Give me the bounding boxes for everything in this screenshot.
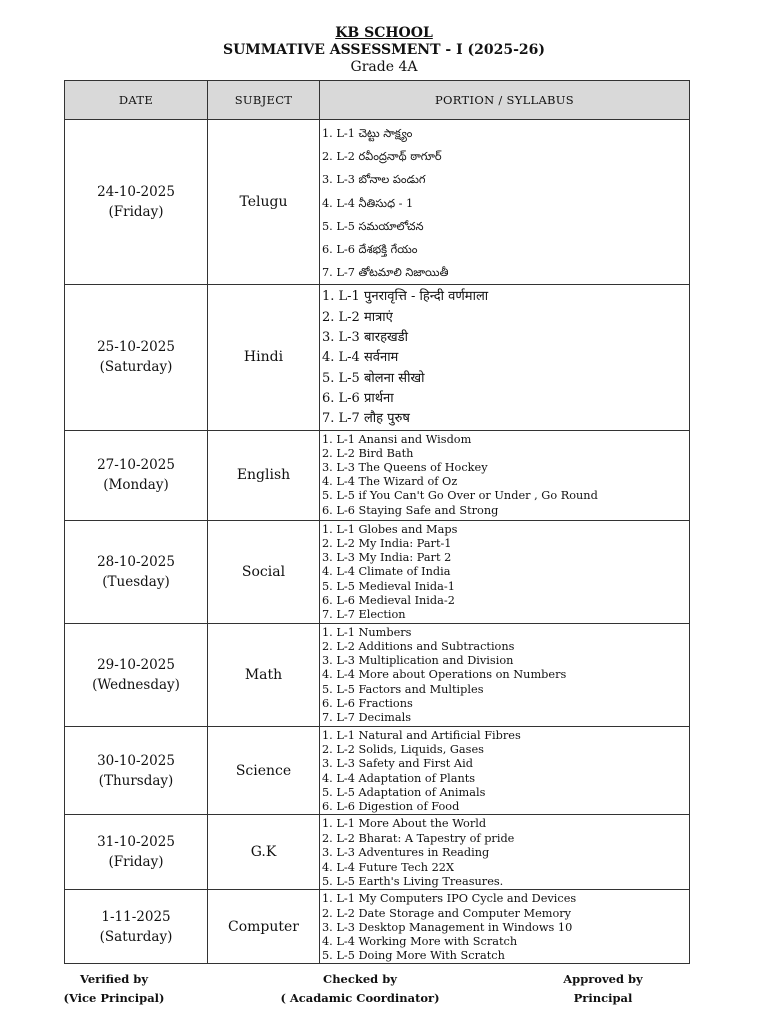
syllabus-item: 2. L-2 Bharat: A Tapestry of pride <box>322 831 515 845</box>
exam-timetable <box>64 80 690 964</box>
table-row <box>65 285 690 430</box>
table-row <box>65 890 690 964</box>
syllabus-item: 3. L-3 Desktop Management in Windows 10 <box>322 920 573 934</box>
table-row <box>65 520 690 623</box>
syllabus-item: 1. L-1 Globes and Maps <box>322 522 458 536</box>
syllabus-item: 3. L-3 బోనాల పండుగ <box>322 173 426 187</box>
syllabus-item: 6. L-6 Staying Safe and Strong <box>322 503 499 517</box>
checked-by-role: ( Acadamic Coordinator) <box>280 991 440 1005</box>
table-row <box>65 726 690 815</box>
syllabus-item: 2. L-2 My India: Part-1 <box>322 536 452 550</box>
exam-day: (Saturday) <box>99 928 173 945</box>
syllabus-item: 3. L-3 Adventures in Reading <box>322 846 490 860</box>
syllabus-item: 2. L-2 Additions and Subtractions <box>322 639 515 653</box>
subject-cell: Telugu <box>208 120 320 285</box>
exam-date-cell <box>65 726 208 815</box>
syllabus-item: 3. L-3 Safety and First Aid <box>322 757 473 771</box>
exam-day: (Tuesday) <box>102 573 170 590</box>
syllabus-item: 5. L-5 Adaptation of Animals <box>322 785 486 799</box>
exam-date: 29-10-2025 <box>97 656 175 673</box>
approved-by-role: Principal <box>573 991 633 1005</box>
syllabus-item: 4. L-4 सर्वनाम <box>322 350 399 366</box>
syllabus-item: 2. L-2 Bird Bath <box>322 446 414 460</box>
table-row <box>65 623 690 726</box>
syllabus-item: 5. L-5 बोलना सीखो <box>322 370 425 386</box>
exam-day: (Wednesday) <box>92 676 180 693</box>
syllabus-item: 4. L-4 Adaptation of Plants <box>322 771 476 785</box>
exam-title: SUMMATIVE ASSESSMENT - I (2025-26) <box>222 42 545 58</box>
syllabus-item: 3. L-3 Multiplication and Division <box>322 654 514 668</box>
header-portion: PORTION / SYLLABUS <box>320 81 690 120</box>
exam-date: 27-10-2025 <box>97 457 175 473</box>
verified-by-block <box>62 970 166 1008</box>
syllabus-cell <box>320 285 690 430</box>
exam-day: (Friday) <box>108 204 164 221</box>
syllabus-item: 7. L-7 Election <box>322 608 406 622</box>
exam-date-cell <box>65 430 208 520</box>
subject-cell: G.K <box>208 815 320 890</box>
school-name: KB SCHOOL <box>335 25 433 41</box>
checked-by-block <box>265 970 455 1008</box>
exam-date-cell <box>65 623 208 726</box>
syllabus-cell <box>320 430 690 520</box>
syllabus-item: 6. L-6 Medieval Inida-2 <box>322 593 455 607</box>
syllabus-item: 4. L-4 Climate of India <box>322 565 451 579</box>
syllabus-item: 2. L-2 Solids, Liquids, Gases <box>322 742 484 756</box>
syllabus-item: 4. L-4 More about Operations on Numbers <box>322 668 567 682</box>
syllabus-item: 1. L-1 Anansi and Wisdom <box>322 432 472 446</box>
syllabus-item: 2. L-2 రవీంద్రనాథ్ ఠాగూర్ <box>322 150 442 164</box>
syllabus-item: 7. L-7 తోటమాలి నిజాయితీ <box>322 266 449 280</box>
syllabus-cell <box>320 120 690 285</box>
exam-date: 25-10-2025 <box>97 339 175 356</box>
exam-date: 28-10-2025 <box>97 553 175 570</box>
exam-date: 30-10-2025 <box>97 752 175 769</box>
subject-cell: Math <box>208 623 320 726</box>
document-header <box>0 24 768 76</box>
syllabus-item: 4. L-4 నీతిసుధ - 1 <box>322 196 414 210</box>
header-date: DATE <box>65 81 208 120</box>
syllabus-item: 1. L-1 Numbers <box>322 625 412 639</box>
table-header-row <box>65 81 690 120</box>
syllabus-item: 5. L-5 Medieval Inida-1 <box>322 579 455 593</box>
syllabus-item: 1. L-1 My Computers IPO Cycle and Devices <box>322 892 577 906</box>
syllabus-item: 1. L-1 చెట్టు సాక్ష్యం <box>322 127 413 140</box>
syllabus-item: 5. L-5 if You Can't Go Over or Under , Go Round <box>322 489 598 503</box>
syllabus-cell <box>320 726 690 815</box>
approved-by-label: Approved by <box>563 972 643 986</box>
syllabus-item: 5. L-5 Factors and Multiples <box>322 682 484 696</box>
exam-date: 24-10-2025 <box>97 184 175 201</box>
syllabus-cell <box>320 520 690 623</box>
subject-cell: Science <box>208 726 320 815</box>
syllabus-item: 3. L-3 The Queens of Hockey <box>322 460 488 474</box>
header-subject: SUBJECT <box>208 81 320 120</box>
exam-date: 1-11-2025 <box>101 908 171 925</box>
syllabus-item: 6. L-6 Fractions <box>322 697 413 711</box>
table-row <box>65 430 690 520</box>
exam-day: (Saturday) <box>99 359 173 376</box>
syllabus-item: 2. L-2 Date Storage and Computer Memory <box>322 906 572 920</box>
syllabus-item: 4. L-4 The Wizard of Oz <box>322 475 458 489</box>
syllabus-item: 6. L-6 Digestion of Food <box>322 800 460 814</box>
syllabus-cell <box>320 623 690 726</box>
exam-date: 31-10-2025 <box>97 834 175 851</box>
table-row <box>65 815 690 890</box>
subject-cell: Social <box>208 520 320 623</box>
verified-by-label: Verified by <box>79 972 149 986</box>
checked-by-label: Checked by <box>323 972 397 986</box>
exam-day: (Thursday) <box>98 772 174 789</box>
syllabus-item: 4. L-4 Future Tech 22X <box>322 860 455 874</box>
syllabus-item: 7. L-7 Decimals <box>322 711 412 725</box>
syllabus-item: 5. L-5 సమయాలోచన <box>322 219 424 233</box>
syllabus-cell <box>320 890 690 964</box>
syllabus-item: 6. L-6 దేశభక్తి గేయం <box>322 243 418 257</box>
table-row <box>65 120 690 285</box>
syllabus-cell <box>320 815 690 890</box>
exam-date-cell <box>65 120 208 285</box>
syllabus-item: 1. L-1 More About the World <box>322 817 487 831</box>
syllabus-item: 5. L-5 Doing More With Scratch <box>322 949 505 963</box>
exam-date-cell <box>65 890 208 964</box>
syllabus-item: 7. L-7 लौह पुरुष <box>322 411 410 427</box>
grade-label: Grade 4A <box>350 59 418 75</box>
subject-cell: Hindi <box>208 285 320 430</box>
exam-day: (Friday) <box>108 854 164 871</box>
syllabus-item: 2. L-2 मात्राएं <box>322 309 393 325</box>
syllabus-item: 1. L-1 पुनरावृत्ति - हिन्दी वर्णमाला <box>322 289 489 305</box>
approved-by-block <box>548 970 658 1008</box>
syllabus-item: 3. L-3 My India: Part 2 <box>322 551 452 565</box>
exam-date-cell <box>65 285 208 430</box>
syllabus-item: 5. L-5 Earth's Living Treasures. <box>322 875 504 889</box>
syllabus-item: 1. L-1 Natural and Artificial Fibres <box>322 728 521 742</box>
exam-date-cell <box>65 815 208 890</box>
syllabus-item: 6. L-6 प्रार्थना <box>322 390 394 406</box>
syllabus-item: 4. L-4 Working More with Scratch <box>322 935 518 949</box>
subject-cell: English <box>208 430 320 520</box>
exam-day: (Monday) <box>103 477 169 493</box>
verified-by-role: (Vice Principal) <box>63 991 165 1005</box>
subject-cell: Computer <box>208 890 320 964</box>
syllabus-item: 3. L-3 बारहखडी <box>322 330 408 346</box>
exam-date-cell <box>65 520 208 623</box>
